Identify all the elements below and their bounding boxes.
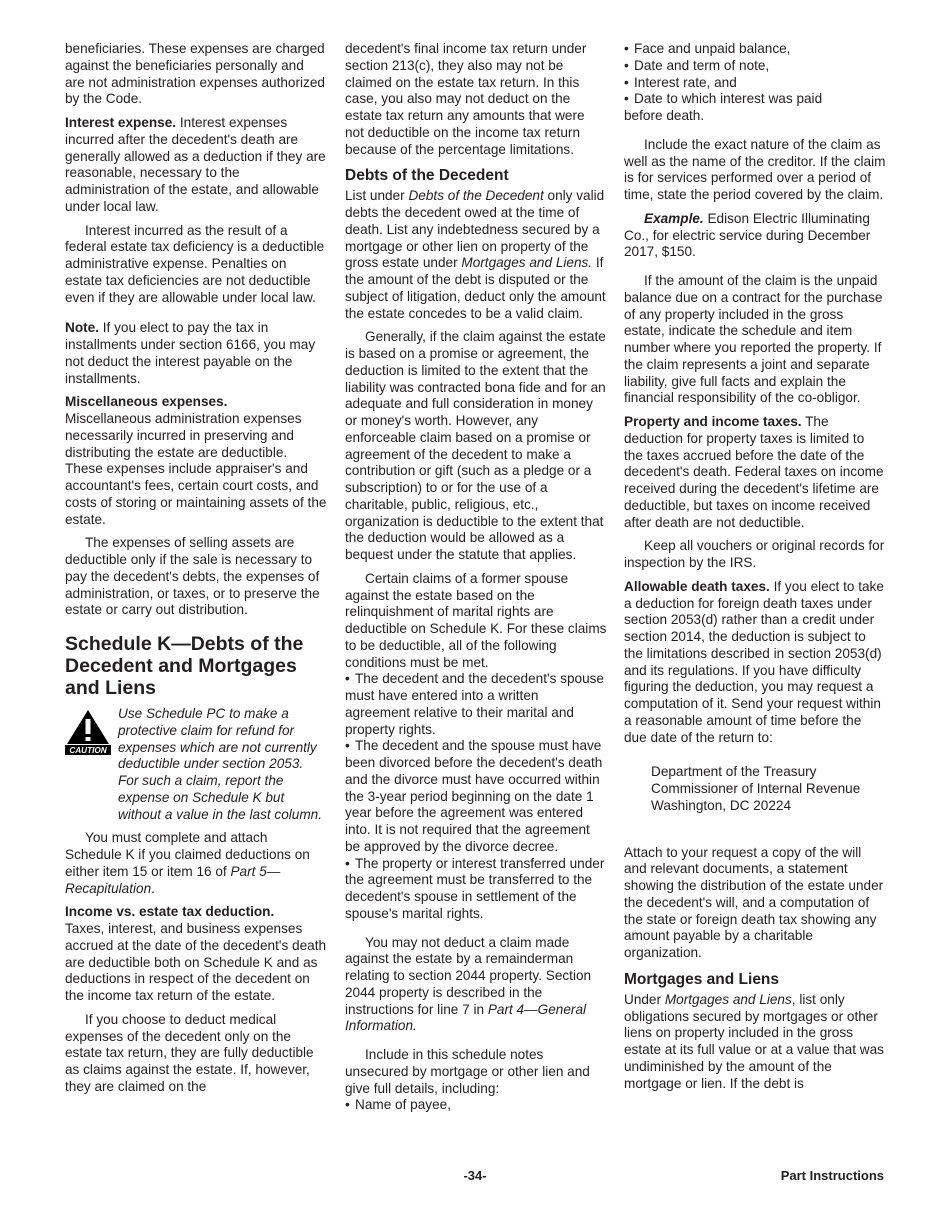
paragraph: decedent's final income tax return under section 213(c), they also may not be claimed on the estate tax return. In this case, you also may not deduct on the estate tax return any amounts that were not deductible on the income tax return because of the percentage limitations. [345, 41, 587, 157]
details-list-continued [624, 41, 886, 108]
address-line: Commissioner of Internal Revenue [651, 781, 861, 796]
paragraph: Keep all vouchers or original records for inspection by the IRS. [624, 538, 885, 570]
column-2 [345, 41, 607, 1121]
footer-section-title: Part Instructions [780, 1168, 884, 1183]
paragraph: Interest incurred as the result of a federal estate tax deficiency is a deductible administrative expense. Penalties on estate tax deficiencies are not deductible even if they are allowable under local law. [65, 222, 325, 305]
paragraph: Generally, if the claim against the estate is based on a promise or agreement, the deduction is limited to the extent that the liability was contracted bona fide and for an adequate and full consideration in money or money's worth. However, any enforceable claim based on a promise or agreement of the decedent to make a contribution or gift (such as a pledge or a subscription) to or for the use of a charitable, public, religious, etc., organization is deductible to the extent that the deduction would be allowed as a bequest under the statute that applies. [345, 329, 606, 562]
irs-address [624, 764, 886, 814]
conditions-list [345, 671, 607, 922]
section-heading-mortgages: Mortgages and Liens [624, 970, 780, 988]
paragraph: Include the exact nature of the claim as well as the name of the creditor. If the claim is for services performed over a period of time, state the period covered by the claim. [624, 136, 886, 202]
list-item: • Name of payee, [345, 1097, 607, 1114]
address-line: Department of the Treasury [651, 764, 817, 780]
column-3 [624, 41, 886, 1099]
section-heading-debts: Debts of the Decedent [345, 167, 509, 185]
list-item: • The decedent and the decedent's spouse must have entered into a written agreement relative to their marital and property rights. [345, 671, 607, 738]
paragraph-misc-expenses: Miscellaneous expenses. Miscellaneous administration expenses necessarily incurred in preserving and distributing the estate are deductible. These expenses include appraiser's and accountant's fees, certain court costs, and costs of storing or maintaining assets of the estate. [65, 394, 327, 527]
list-item: • Date and term of note, [624, 58, 886, 75]
paragraph: before death. [624, 108, 705, 123]
note: Note. If you elect to pay the tax in installments under section 6166, you may not deduct the interest payable on the installments. [65, 320, 316, 386]
paragraph: If you choose to deduct medical expenses of the decedent only on the estate tax return, they are fully deductible as claims against the estate. If, however, they are claimed on the [65, 1011, 314, 1094]
page-number: -34- [463, 1168, 487, 1183]
paragraph: If the amount of the claim is the unpaid balance due on a contract for the purchase of any property included in the gross estate, indicate the schedule and item number where you reported the property. If the claim represents a joint and separate liability, give full facts and explain the financial responsibility of the co-obligor. [624, 273, 883, 406]
paragraph: The expenses of selling assets are deductible only if the sale is necessary to pay the decedent's debts, the expenses of administration, or taxes, or to preserve the estate or carry out distribution. [65, 535, 320, 618]
run-in-heading: Allowable death taxes. [624, 578, 770, 594]
list-item: • Interest rate, and [624, 75, 886, 92]
paragraph: You must complete and attach Schedule K if you claimed deductions on either item 15 or item 16 of Part 5—Recapitulation. [65, 830, 310, 896]
paragraph-allowable-death-taxes: Allowable death taxes. If you elect to take a deduction for foreign death taxes under section 2053(d) rather than a credit under section 2014, the deduction is subject to the limitations described in section 2053(d) and its regulations. If you have difficulty figuring the deduction, you may request a computation of it. Send your request within a reasonable amount of time before the due date of the return to: [624, 578, 884, 745]
paragraph: Include in this schedule notes unsecured by mortgage or other lien and give full details, including: [345, 1047, 590, 1096]
paragraph: You may not deduct a claim made against the estate by a remainderman relating to section 2044 property. Section 2044 property is described in the instructions for line 7 in Part 4—General Information. [345, 934, 592, 1034]
column-1 [65, 41, 327, 1103]
details-list [345, 1097, 607, 1114]
paragraph: List under Debts of the Decedent only valid debts the decedent owed at the time of death. List any indebtedness secured by a mortgage or other lien on property of the gross estate under Mortgages and Liens. If the amount of the debt is disputed or the subject of litigation, deduct only the amount the estate concedes to be a valid claim. [345, 188, 606, 321]
paragraph: beneficiaries. These expenses are charged against the beneficiaries personally and are not administration expenses authorized by the Code. [65, 41, 325, 107]
list-item: • Date to which interest was paid [624, 91, 886, 108]
caution-icon [65, 709, 111, 755]
caution-text: Use Schedule PC to make a protective claim for refund for expenses which are not currently deductible under section 2053. For such a claim, report the expense on Schedule K but without a value in the last column. [118, 706, 323, 822]
run-in-heading: Miscellaneous expenses. [65, 394, 228, 410]
section-heading-schedule-k: Schedule K—Debts of the Decedent and Mortgages and Liens [65, 633, 304, 699]
list-item: • The decedent and the spouse must have been divorced before the decedent's death and the divorce must have occurred within the 3-year period beginning on the date 1 year before the agreement was entered into. It is not required that the agreement be approved by the divorce decree. [345, 738, 607, 855]
run-in-heading: Interest expense. [65, 115, 177, 130]
paragraph: Under Mortgages and Liens, list only obligations secured by mortgages or other liens on property included in the gross estate at its full value or at a value that was undiminished by the amount of the mortgage or lien. If the debt is [624, 991, 884, 1091]
address-line: Washington, DC 20224 [651, 797, 792, 813]
example: Example. Edison Electric Illuminating Co., for electric service during December 2017, $150. [624, 210, 871, 260]
caution-box [65, 706, 327, 823]
list-item: • The property or interest transferred under the agreement must be transferred to the decedent's spouse in settlement of the spouse's marital rights. [345, 856, 607, 923]
paragraph-interest-expense: Interest expense. Interest expenses incurred after the decedent's death are generally allowed as a deduction if they are reasonable, necessary to the administration of the estate, and allowable under local law. [65, 115, 326, 214]
run-in-heading: Property and income taxes. [624, 414, 802, 429]
paragraph: Certain claims of a former spouse against the estate based on the relinquishment of marital rights are deductible on Schedule K. For these claims to be deductible, all of the following conditions must be met. [345, 570, 607, 670]
run-in-heading: Income vs. estate tax deduction. [65, 904, 275, 920]
paragraph-property-taxes: Property and income taxes. The deduction for property taxes is limited to the taxes accrued before the date of the decedent's death. Federal taxes on income received during the decedent's lifetime are deductible, but taxes on income received after death are not deductible. [624, 414, 884, 530]
example-label: Example. [644, 210, 704, 226]
list-item: • Face and unpaid balance, [624, 41, 886, 58]
note-label: Note. [65, 320, 99, 336]
paragraph: Attach to your request a copy of the will and relevant documents, a statement showing the distribution of the estate under the decedent's will, and a computation of the state or foreign death tax showing any amount payable by a charitable organization. [624, 844, 884, 960]
paragraph-income-vs-estate: Income vs. estate tax deduction. Taxes, interest, and business expenses accrued at the date of the decedent's death are deductible both on Schedule K and as deductions in respect of the decedent on the income tax return of the estate. [65, 904, 327, 1003]
caution-label: CAUTION [69, 746, 107, 755]
